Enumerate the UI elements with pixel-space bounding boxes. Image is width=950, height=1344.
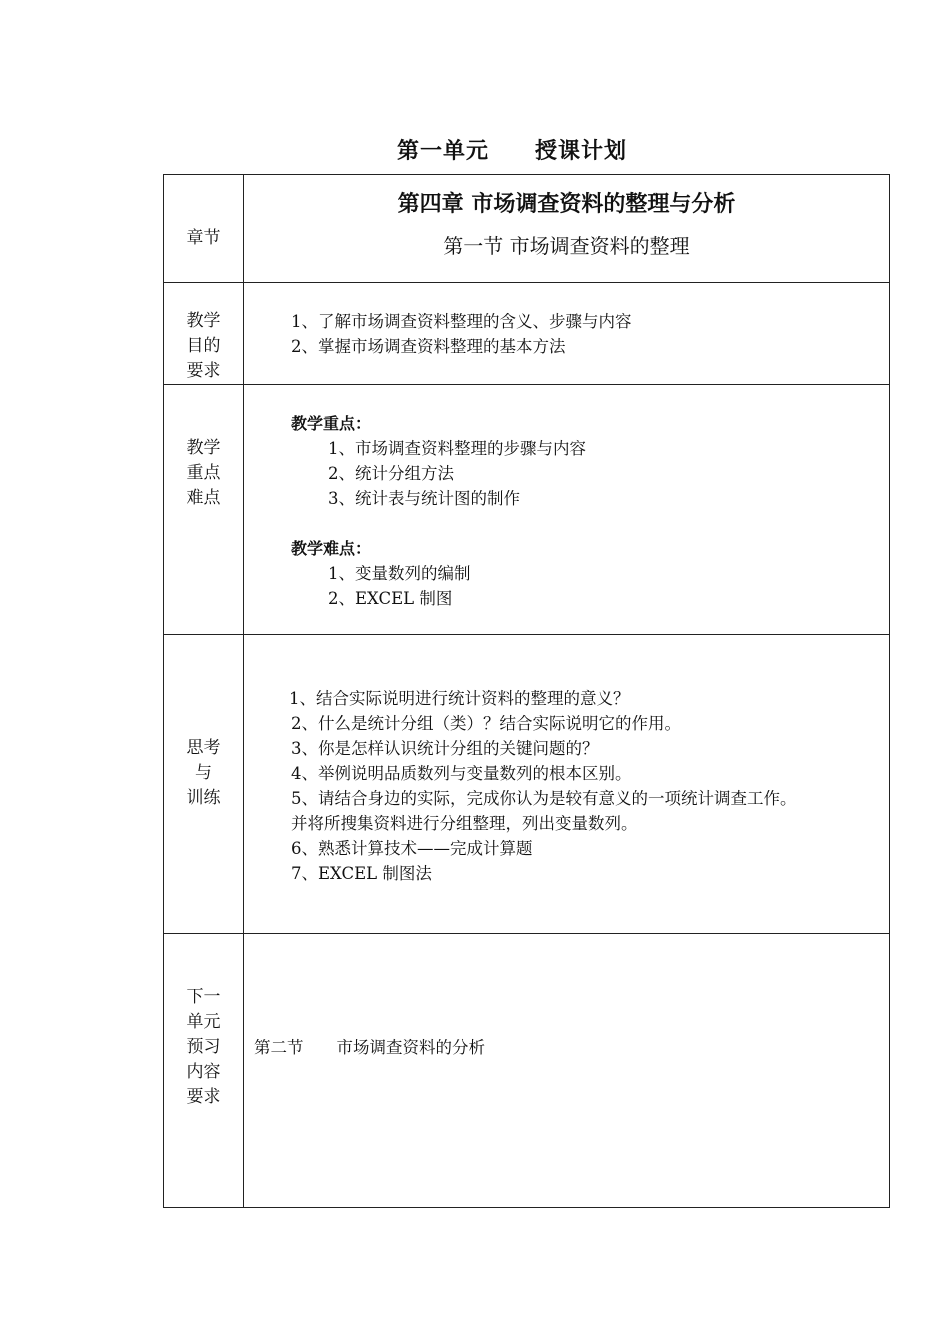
label-line: 训练 xyxy=(186,788,221,808)
preview-cell xyxy=(244,934,890,1208)
table-row-objectives xyxy=(164,283,890,385)
table-row-preview xyxy=(164,934,890,1208)
chapter-title: 第四章 市场调查资料的整理与分析 xyxy=(397,192,736,217)
chapter-cell xyxy=(244,175,890,283)
label-line: 难点 xyxy=(186,488,221,508)
label-line: 单元 xyxy=(186,1012,221,1032)
exercise-item: 2、什么是统计分组（类）？结合实际说明它的作用。 xyxy=(291,714,681,733)
objective-item: 2、掌握市场调查资料整理的基本方法 xyxy=(291,337,566,356)
focus-item: 2、统计分组方法 xyxy=(328,464,454,483)
label-line: 下一 xyxy=(186,987,221,1007)
label-line: 思考 xyxy=(186,738,221,758)
label-line: 要求 xyxy=(186,1087,221,1107)
label-line: 章节 xyxy=(186,228,221,248)
focus-heading: 教学重点： xyxy=(291,414,372,433)
label-line: 目的 xyxy=(186,336,221,356)
label-exercises xyxy=(164,635,244,934)
label-preview xyxy=(164,934,244,1208)
label-line: 教学 xyxy=(186,438,221,458)
table-row-chapter xyxy=(164,175,890,283)
preview-text: 第二节 市场调查资料的分析 xyxy=(254,1038,485,1057)
exercise-item: 1、结合实际说明进行统计资料的整理的意义？ xyxy=(289,689,630,708)
objective-item: 1、了解市场调查资料整理的含义、步骤与内容 xyxy=(291,312,632,331)
exercise-item: 4、举例说明品质数列与变量数列的根本区别。 xyxy=(291,764,632,783)
label-line: 与 xyxy=(195,763,212,783)
table-row-exercises xyxy=(164,635,890,934)
objectives-cell xyxy=(244,283,890,385)
exercises-cell xyxy=(244,635,890,934)
label-line: 重点 xyxy=(186,463,221,483)
focus-item: 3、统计表与统计图的制作 xyxy=(328,489,520,508)
exercise-item: 6、熟悉计算技术——完成计算题 xyxy=(291,839,533,858)
label-key-points xyxy=(164,385,244,635)
exercise-item: 7、EXCEL 制图法 xyxy=(291,864,432,883)
exercise-item: 5、请结合身边的实际，完成你认为是较有意义的一项统计调查工作。 xyxy=(291,789,797,808)
label-line: 要求 xyxy=(186,361,221,381)
section-title: 第一节 市场调查资料的整理 xyxy=(443,234,690,258)
focus-item: 1、市场调查资料整理的步骤与内容 xyxy=(328,439,586,458)
exercise-item: 3、你是怎样认识统计分组的关键问题的？ xyxy=(291,739,599,758)
key-points-cell xyxy=(244,385,890,635)
difficulty-item: 2、EXCEL 制图 xyxy=(328,589,453,608)
page-title: 第一单元 授课计划 xyxy=(396,139,627,164)
label-line: 内容 xyxy=(186,1062,221,1082)
label-objectives xyxy=(164,283,244,385)
table-row-key-points xyxy=(164,385,890,635)
label-line: 教学 xyxy=(186,311,221,331)
label-line: 预习 xyxy=(186,1037,221,1057)
exercise-item: 并将所搜集资料进行分组整理，列出变量数列。 xyxy=(291,814,638,833)
difficulty-item: 1、变量数列的编制 xyxy=(328,564,471,583)
label-chapter xyxy=(164,175,244,283)
difficulty-heading: 教学难点： xyxy=(291,539,372,558)
lesson-plan-table xyxy=(163,174,890,1208)
